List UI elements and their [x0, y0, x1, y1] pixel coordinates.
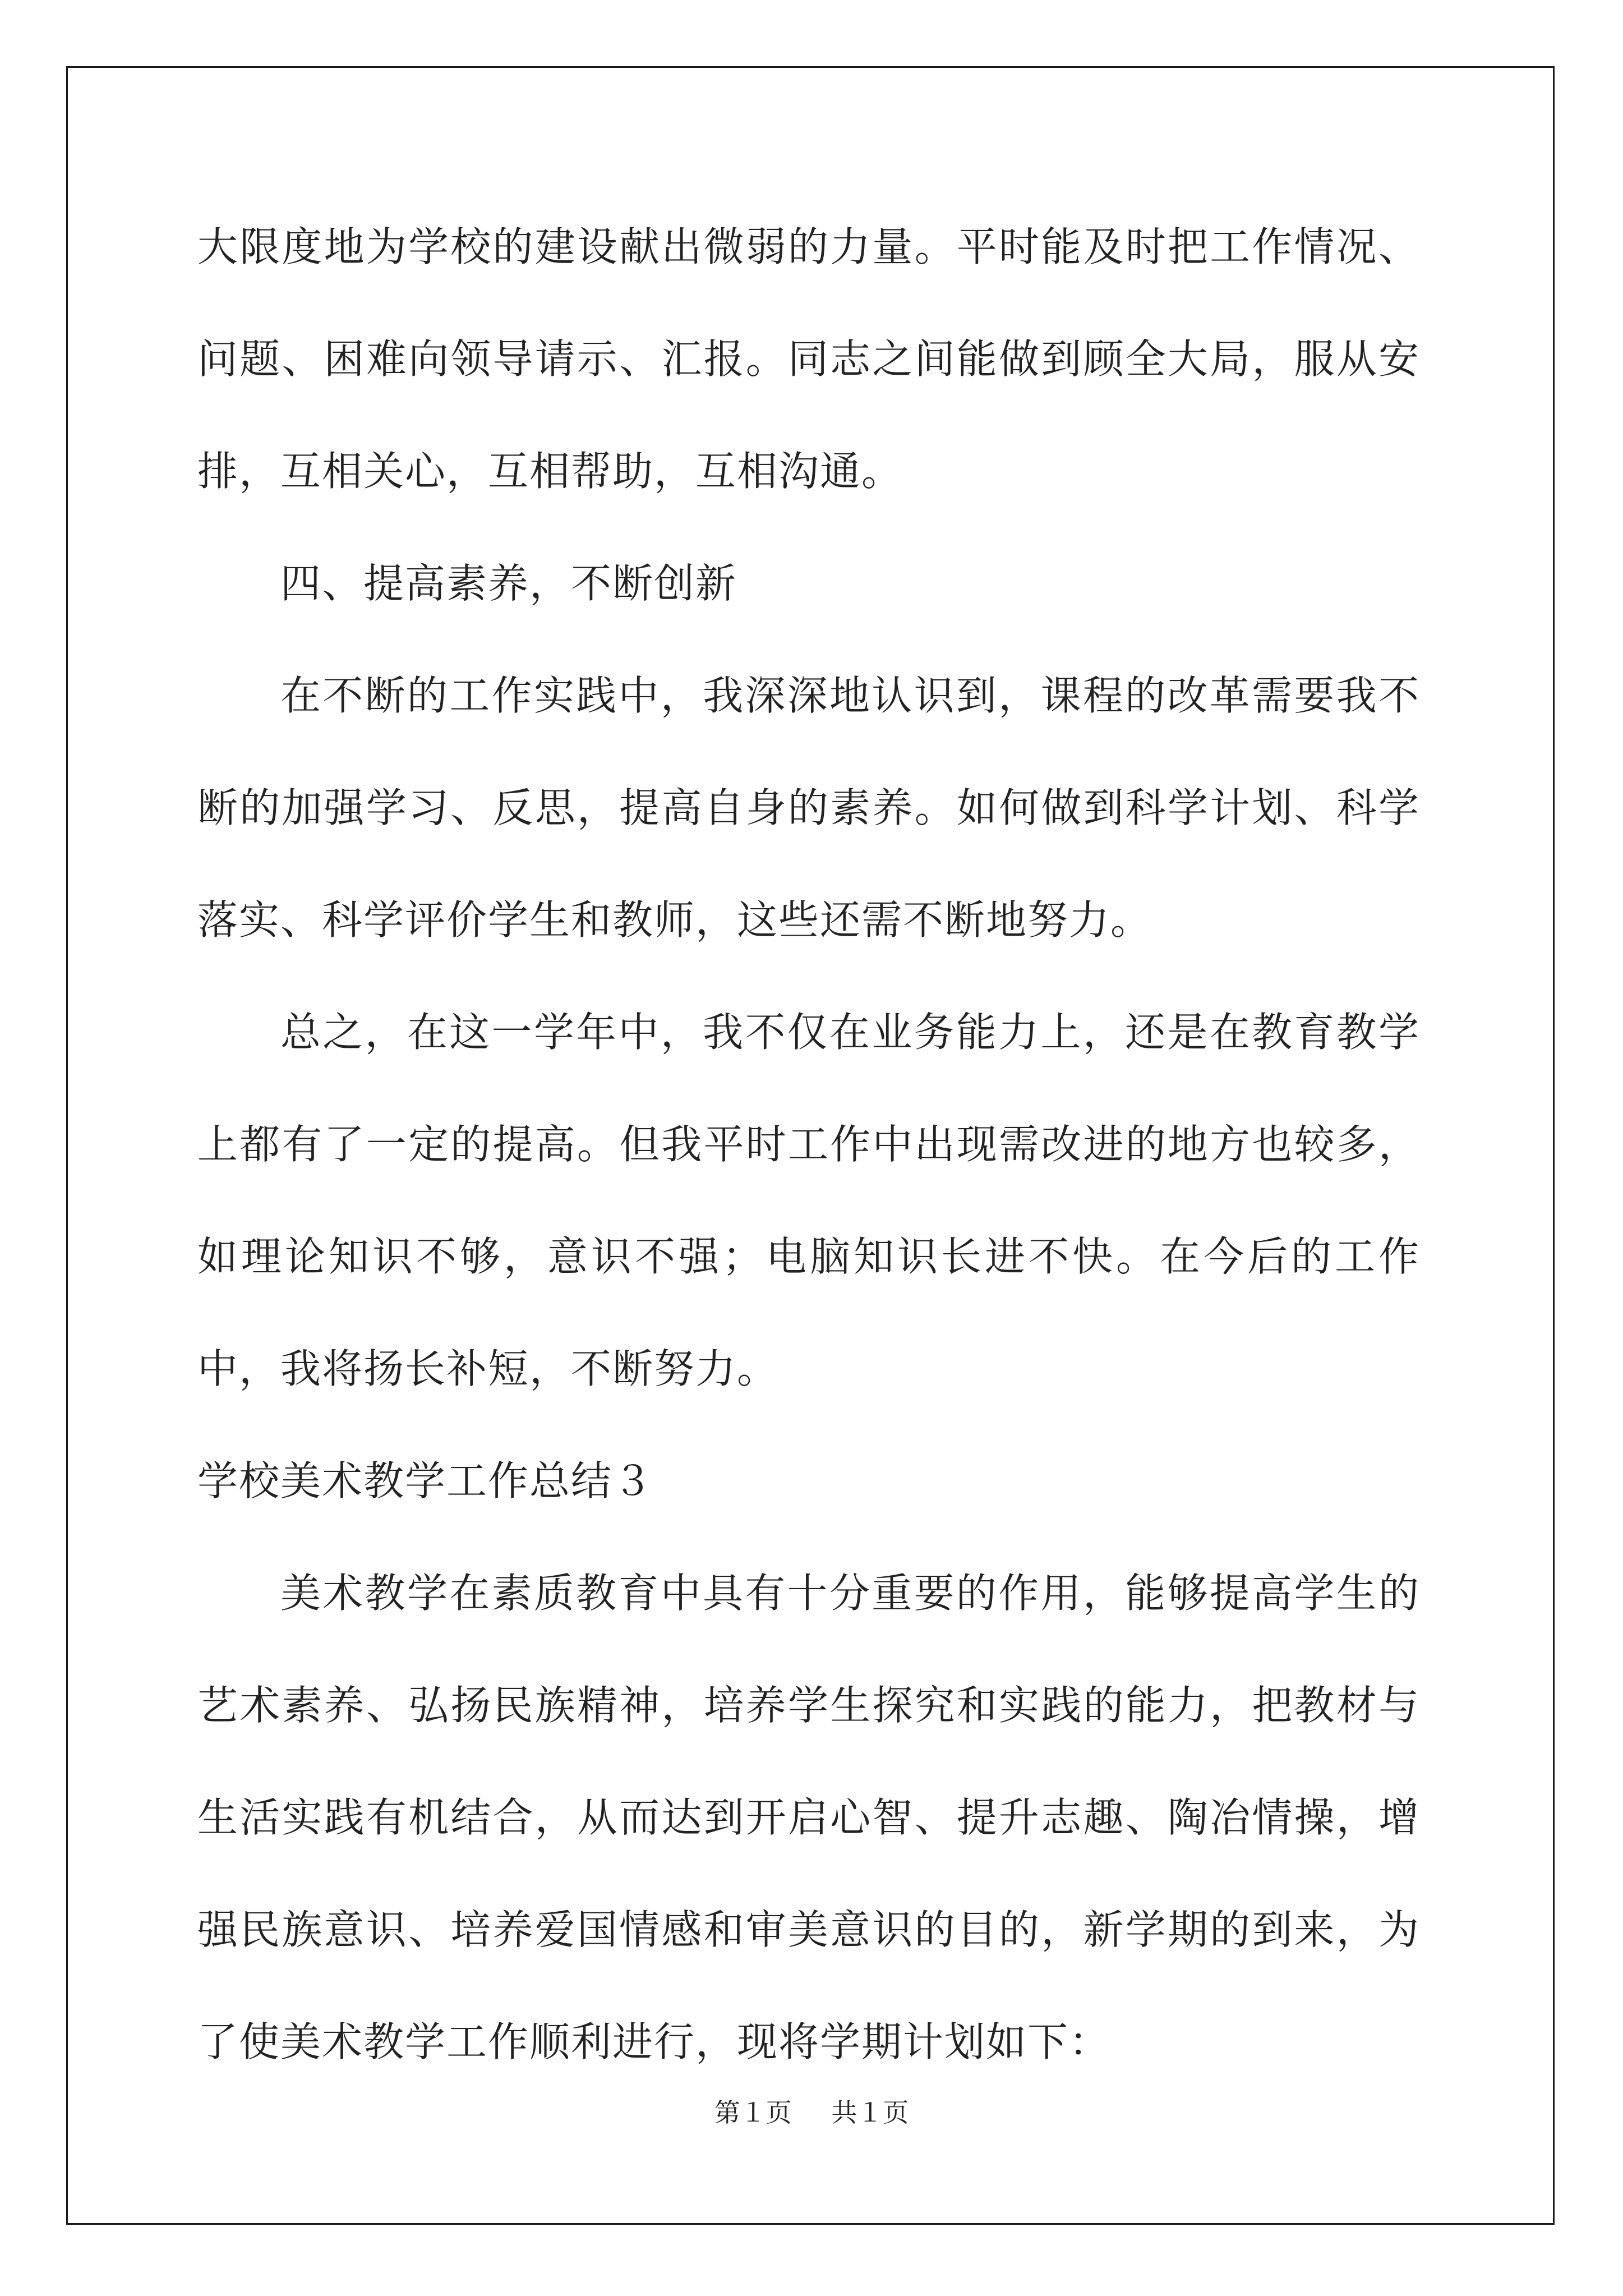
page-footer	[0, 2092, 1623, 2129]
document-body	[197, 191, 1420, 2098]
paragraph-art-teaching: 美术教学在素质教育中具有十分重要的作用，能够提高学生的艺术素养、弘扬民族精神，培养学生探究和实践的能力，把教材与生活实践有机结合，从而达到开启心智、提升志趣、陶冶情操，增强民族意识、培养爱国情感和审美意识的目的，新学期的到来，为了使美术教学工作顺利进行，现将学期计划如下：	[197, 1570, 1420, 2065]
paragraph-continuation: 大限度地为学校的建设献出微弱的力量。平时能及时把工作情况、问题、困难向领导请示、汇报。同志之间能做到顾全大局，服从安排，互相关心，互相帮助，互相沟通。	[197, 223, 1420, 495]
section-heading-four: 四、提高素养，不断创新	[280, 560, 737, 607]
document-title: 学校美术教学工作总结３	[197, 1457, 654, 1504]
page-total: 共１页	[831, 2097, 909, 2128]
paragraph-summary: 总之，在这一学年中，我不仅在业务能力上，还是在教育教学上都有了一定的提高。但我平时工作中出现需改进的地方也较多，如理论知识不够，意识不强；电脑知识长进不快。在今后的工作中，我将扬长补短，不断努力。	[197, 1009, 1420, 1392]
paragraph-practice: 在不断的工作实践中，我深深地认识到，课程的改革需要我不断的加强学习、反思，提高自身的素养。如何做到科学计划、科学落实、科学评价学生和教师，这些还需不断地努力。	[197, 672, 1420, 944]
page-number: 第１页	[714, 2097, 792, 2128]
